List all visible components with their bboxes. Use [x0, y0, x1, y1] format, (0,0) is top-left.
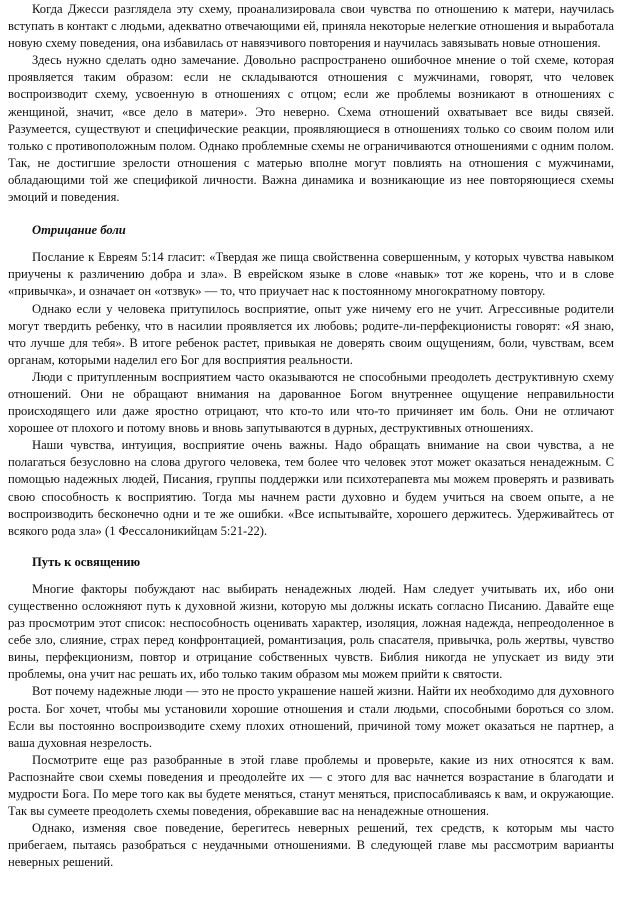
paragraph-hebrews: Послание к Евреям 5:14 гласит: «Твердая же пища свойственна совершенным, у которых чувства навыком приучены к различению добра и зла». В еврейском языке в слове «навык» тот же корень, что и в слове «привычка», и означает он «отзвук» — то, что приучает нас к постоянному многократному повтору.	[8, 250, 614, 299]
section-heading-denial-of-pain: Отрицание боли	[32, 223, 126, 238]
paragraph-destructive-scheme: Люди с притупленным восприятием часто оказываются не способными преодолеть деструктивную схему отношений. Они не обращают внимания на дарованное Богом внутреннее ощущение неправильности происходящего или даже яростно отрицают, что кто-то или что-то причиняет им боль. Они не отличают хорошее от плохого и потому вновь и вновь запутываются в дурных, деструктивных отношениях.	[8, 369, 614, 436]
paragraph-safe-people: Вот почему надежные люди — это не просто украшение нашей жизни. Найти их необходимо для духовного роста. Бог хочет, чтобы мы установили хорошие отношения и стали людьми, способными бороться со злом. Если вы постоянно воспроизводите схему плохих отношений, причиной тому может оказаться не партнер, а ваша духовная незрелость.	[8, 684, 614, 750]
paragraph-many-factors: Многие факторы побуждают нас выбирать ненадежных людей. Нам следует учитывать их, ибо они существенно осложняют путь к духовной жизни, которую мы должны искать согласно Писанию. Давайте еще раз просмотрим этот список: неспособность оценивать характер, изоляция, ложная надежда, непреодоленное в себе зло, слияние, страх перед конфронтацией, романтизация, роль спасателя, привычка, роль жертвы, чувство вины, перфекционизм, повтор и отрицание собственных чувств. Библия никогда не упускает из виду эти проблемы, она учит нас решать их, ибо только таким образом мы можем прийти к святости.	[8, 581, 614, 682]
paragraph-wrong-solutions: Однако, изменяя свое поведение, берегитесь неверных решений, тех средств, к которым мы часто прибегаем, пытаясь разобраться с неудачными отношениями. В следующей главе мы рассмотрим варианты неверных решений.	[8, 821, 614, 870]
paragraph-review-problems: Посмотрите еще раз разобранные в этой главе проблемы и проверьте, какие из них относятся к вам. Распознайте свои схемы поведения и преодолейте их — с этого для вас начнется возрастание в благодати и мудрости Бога. По мере того как вы будете меняться, станут меняться, приспосабливаясь к вам, и окружающие. Так вы сумеете преодолеть схемы поведения, обрекавшие вас на ненадежные отношения.	[8, 752, 614, 819]
paragraph-dulled-perception: Однако если у человека притупилось восприятие, опыт уже ничему его не учит. Агрессивные родители могут твердить ребенку, что в насилии проявляется их любовь; родите-ли-перфекционисты говорят: «Я знаю, что лучше для тебя». В итоге ребенок растет, привыкая не доверять своим ощущениям, боли, чувствам, всем органам, которыми наделил его Бог для восприятия реальности.	[8, 301, 614, 367]
section-heading-path-to-sanctification: Путь к освящению	[32, 554, 141, 569]
paragraph-remark: Здесь нужно сделать одно замечание. Довольно распространено ошибочное мнение о той схеме, которая проявляется таким образом: если не складываются отношения с мужчинами, говорят, что человек воспроизводит схему, усвоенную в отношениях с отцом; если же проблемы возникают в отношениях с женщиной, значит, «все дело в матери». Это неверно. Схема отношений охватывает все виды связей. Разумеется, существуют и специфические реакции, проявляющиеся в отношениях только со своим полом или только с противоположным полом. Однако проблемные схемы не ограничиваются отношениями с одним полом. Так, не достигшие зрелости отношения с матерью вполне могут повлиять на отношения с мужчинами, обладающими той же спецификой личности. Важна динамика и возникающие из нее повторяющиеся схемы эмоций и поведения.	[8, 53, 614, 205]
paragraph-jessie: Когда Джесси разглядела эту схему, проанализировала свои чувства по отношению к матери, научилась вступать в контакт с людьми, адекватно отвечающими ей, приняла некоторые нелегкие отношения и выработала новую схему поведения, она избавилась от навязчивого повторения и научилась завязывать новые отношения.	[8, 2, 614, 51]
paragraph-feelings-matter: Наши чувства, интуиция, восприятие очень важны. Надо обращать внимание на свои чувства, а не полагаться безусловно на слова другого человека, тем более что человек этот может оказаться ненадежным. С помощью надежных людей, Писания, группы поддержки или психотерапевта мы можем проверять и развивать свою способность к восприятию. Тогда мы начнем расти духовно и будем учиться на своем опыте, а не воспроизводить бесконечно одни и те же ошибки. «Все испытывайте, хорошего держитесь. Удерживайтесь от всякого рода зла» (1 Фессалоникийцам 5:21-22).	[8, 438, 614, 538]
book-page	[8, 1, 614, 872]
